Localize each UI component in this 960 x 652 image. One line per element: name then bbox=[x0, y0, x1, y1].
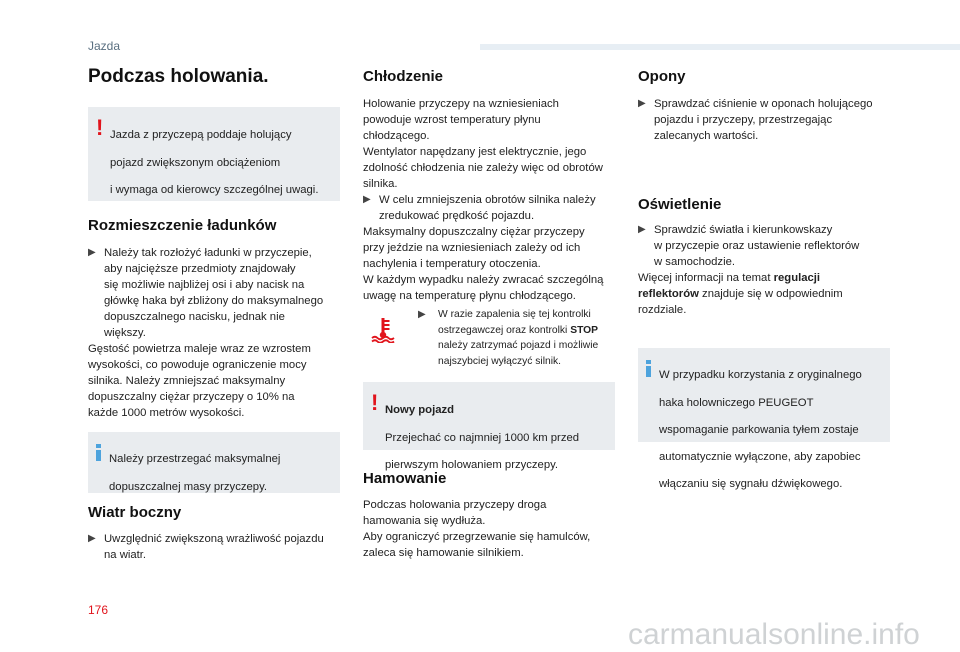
text-line: Sprawdzić światła i kierunkowskazy bbox=[654, 224, 833, 236]
text-line: zalecanych wartości. bbox=[654, 130, 759, 142]
text-line: wysokości, co powoduje ograniczenie mocy bbox=[88, 359, 307, 371]
heading-lighting: Oświetlenie bbox=[638, 196, 722, 213]
text-line: Aby ograniczyć przegrzewanie się hamulców, bbox=[363, 531, 591, 543]
text-line: zdolność chłodzenia nie zależy więc od obrotów bbox=[363, 162, 603, 174]
load-distribution-text bbox=[88, 245, 348, 421]
heading-tyres: Opony bbox=[638, 68, 686, 85]
text-line: reflektorów znajduje się w odpowiednim bbox=[638, 288, 843, 300]
text-line: i wymaga od kierowcy szczególnej uwagi. bbox=[110, 183, 319, 196]
text-line: dopuszczalnej masy przyczepy. bbox=[109, 480, 268, 493]
text-line: Holowanie przyczepy na wzniesieniach bbox=[363, 98, 559, 110]
text-line: każde 1000 metrów wysokości. bbox=[88, 407, 245, 419]
lighting-text bbox=[638, 222, 900, 318]
text-line: W każdym wypadku należy zwracać szczególną bbox=[363, 274, 604, 286]
text-line: powoduje wzrost temperatury płynu bbox=[363, 114, 541, 126]
text-line: rozdziale. bbox=[638, 304, 687, 316]
bullet-arrow-icon: ▶ bbox=[363, 194, 371, 205]
text-line: nachylenia i temperatury otoczenia. bbox=[363, 258, 541, 270]
info-icon bbox=[646, 360, 651, 377]
braking-text bbox=[363, 497, 625, 561]
text-line: większy. bbox=[104, 327, 146, 339]
warning-title: Nowy pojazd bbox=[385, 404, 455, 417]
watermark: carmanualsonline.info bbox=[628, 618, 920, 651]
heading-load-distribution: Rozmieszczenie ładunków bbox=[88, 217, 277, 234]
text-line: Wentylator napędzany jest elektrycznie, jego bbox=[363, 146, 587, 158]
text-line: Podczas holowania przyczepy droga bbox=[363, 499, 547, 511]
header-bar bbox=[480, 44, 960, 50]
cooling-text bbox=[363, 96, 625, 304]
header-section-label: Jazda bbox=[88, 39, 121, 53]
bullet-arrow-icon: ▶ bbox=[638, 98, 646, 109]
page-number: 176 bbox=[88, 603, 109, 617]
text-line: Sprawdzać ciśnienie w oponach holującego bbox=[654, 98, 873, 110]
text-line: zredukować prędkość pojazdu. bbox=[379, 210, 535, 222]
text-line: haka holowniczego PEUGEOT bbox=[659, 396, 814, 409]
text-line: zaleca się hamowanie silnikiem. bbox=[363, 547, 524, 559]
text-line: silnika. bbox=[363, 178, 398, 190]
text-line: Należy tak rozłożyć ładunki w przyczepie, bbox=[104, 247, 312, 259]
crosswind-text bbox=[88, 531, 348, 563]
coolant-warning-text bbox=[418, 307, 618, 369]
tyres-text bbox=[638, 96, 900, 144]
text-line: ostrzegawczej oraz kontrolki STOP bbox=[438, 324, 599, 336]
bullet-arrow-icon: ▶ bbox=[88, 247, 96, 258]
text-line: aby najcięższe przedmioty znajdowały bbox=[104, 263, 296, 275]
warning-exclamation-icon: ! bbox=[96, 115, 104, 140]
info-icon bbox=[96, 444, 101, 461]
text-line: Więcej informacji na temat regulacji bbox=[638, 272, 821, 284]
text-line: pojazdu i przyczepy, przestrzegając bbox=[654, 114, 833, 126]
warning-box-new-vehicle bbox=[363, 382, 615, 471]
info-text bbox=[659, 356, 862, 504]
info-text bbox=[109, 440, 280, 506]
text-line: chłodzącego. bbox=[363, 130, 430, 142]
warning-exclamation-icon: ! bbox=[371, 390, 379, 415]
text-line: główkę haka był zbliżony do maksymalnego bbox=[104, 295, 324, 307]
text-line: na wiatr. bbox=[104, 549, 147, 561]
text-line: Gęstość powietrza maleje wraz ze wzrostem bbox=[88, 343, 311, 355]
text-line: pojazd zwiększonym obciążeniom bbox=[110, 156, 281, 169]
warning-text bbox=[110, 116, 318, 209]
bullet-arrow-icon: ▶ bbox=[638, 224, 646, 235]
text-line: w samochodzie. bbox=[654, 256, 735, 268]
text-line: Uwzględnić zwiększoną wrażliwość pojazdu bbox=[104, 533, 324, 545]
text-line: silnika. Należy zmniejszać maksymalny bbox=[88, 375, 286, 387]
text-line: należy zatrzymać pojazd i możliwie bbox=[438, 340, 599, 351]
text-line: W celu zmniejszenia obrotów silnika należy bbox=[379, 194, 596, 206]
text-line: hamowania się wydłuża. bbox=[363, 515, 486, 527]
coolant-temperature-warning-icon bbox=[369, 315, 397, 343]
bullet-arrow-icon: ▶ bbox=[418, 309, 426, 320]
warning-box-trailer bbox=[88, 107, 340, 201]
info-box-max-mass bbox=[88, 432, 340, 493]
text-line: w przyczepie oraz ustawienie reflektorów bbox=[654, 240, 860, 252]
text-line: W razie zapalenia się tej kontrolki bbox=[438, 309, 591, 320]
text-line: włączaniu się sygnału dźwiękowego. bbox=[659, 478, 843, 491]
heading-crosswind: Wiatr boczny bbox=[88, 504, 182, 521]
text-line: dopuszczalnego nacisku, jednak nie bbox=[104, 311, 285, 323]
info-box-peugeot-hitch bbox=[638, 348, 890, 491]
text-line: pierwszym holowaniem przyczepy. bbox=[385, 458, 559, 471]
text-line: się możliwie najbliżej osi i aby nacisk na bbox=[104, 279, 305, 291]
page-title: Podczas holowania. bbox=[88, 66, 269, 87]
text-line: dopuszczalny ciężar przyczepy o 10% na bbox=[88, 391, 295, 403]
text-line: najszybciej wyłączyć silnik. bbox=[438, 355, 562, 367]
heading-cooling: Chłodzenie bbox=[363, 68, 444, 85]
text-line: Maksymalny dopuszczalny ciężar przyczepy bbox=[363, 226, 585, 238]
text-line: Przejechać co najmniej 1000 km przed bbox=[385, 431, 580, 444]
bullet-arrow-icon: ▶ bbox=[88, 533, 96, 544]
text-line: W przypadku korzystania z oryginalnego bbox=[659, 369, 862, 382]
text-line: uwagę na temperaturę płynu chłodzącego. bbox=[363, 290, 576, 302]
text-line: przy jeździe na wzniesieniach zależy od ich bbox=[363, 242, 581, 254]
text-line: Jazda z przyczepą poddaje holujący bbox=[110, 129, 292, 142]
text-line: Należy przestrzegać maksymalnej bbox=[109, 453, 281, 466]
heading-braking: Hamowanie bbox=[363, 470, 447, 487]
text-line: automatycznie wyłączone, aby zapobiec bbox=[659, 451, 861, 464]
text-line: wspomaganie parkowania tyłem zostaje bbox=[659, 423, 859, 436]
